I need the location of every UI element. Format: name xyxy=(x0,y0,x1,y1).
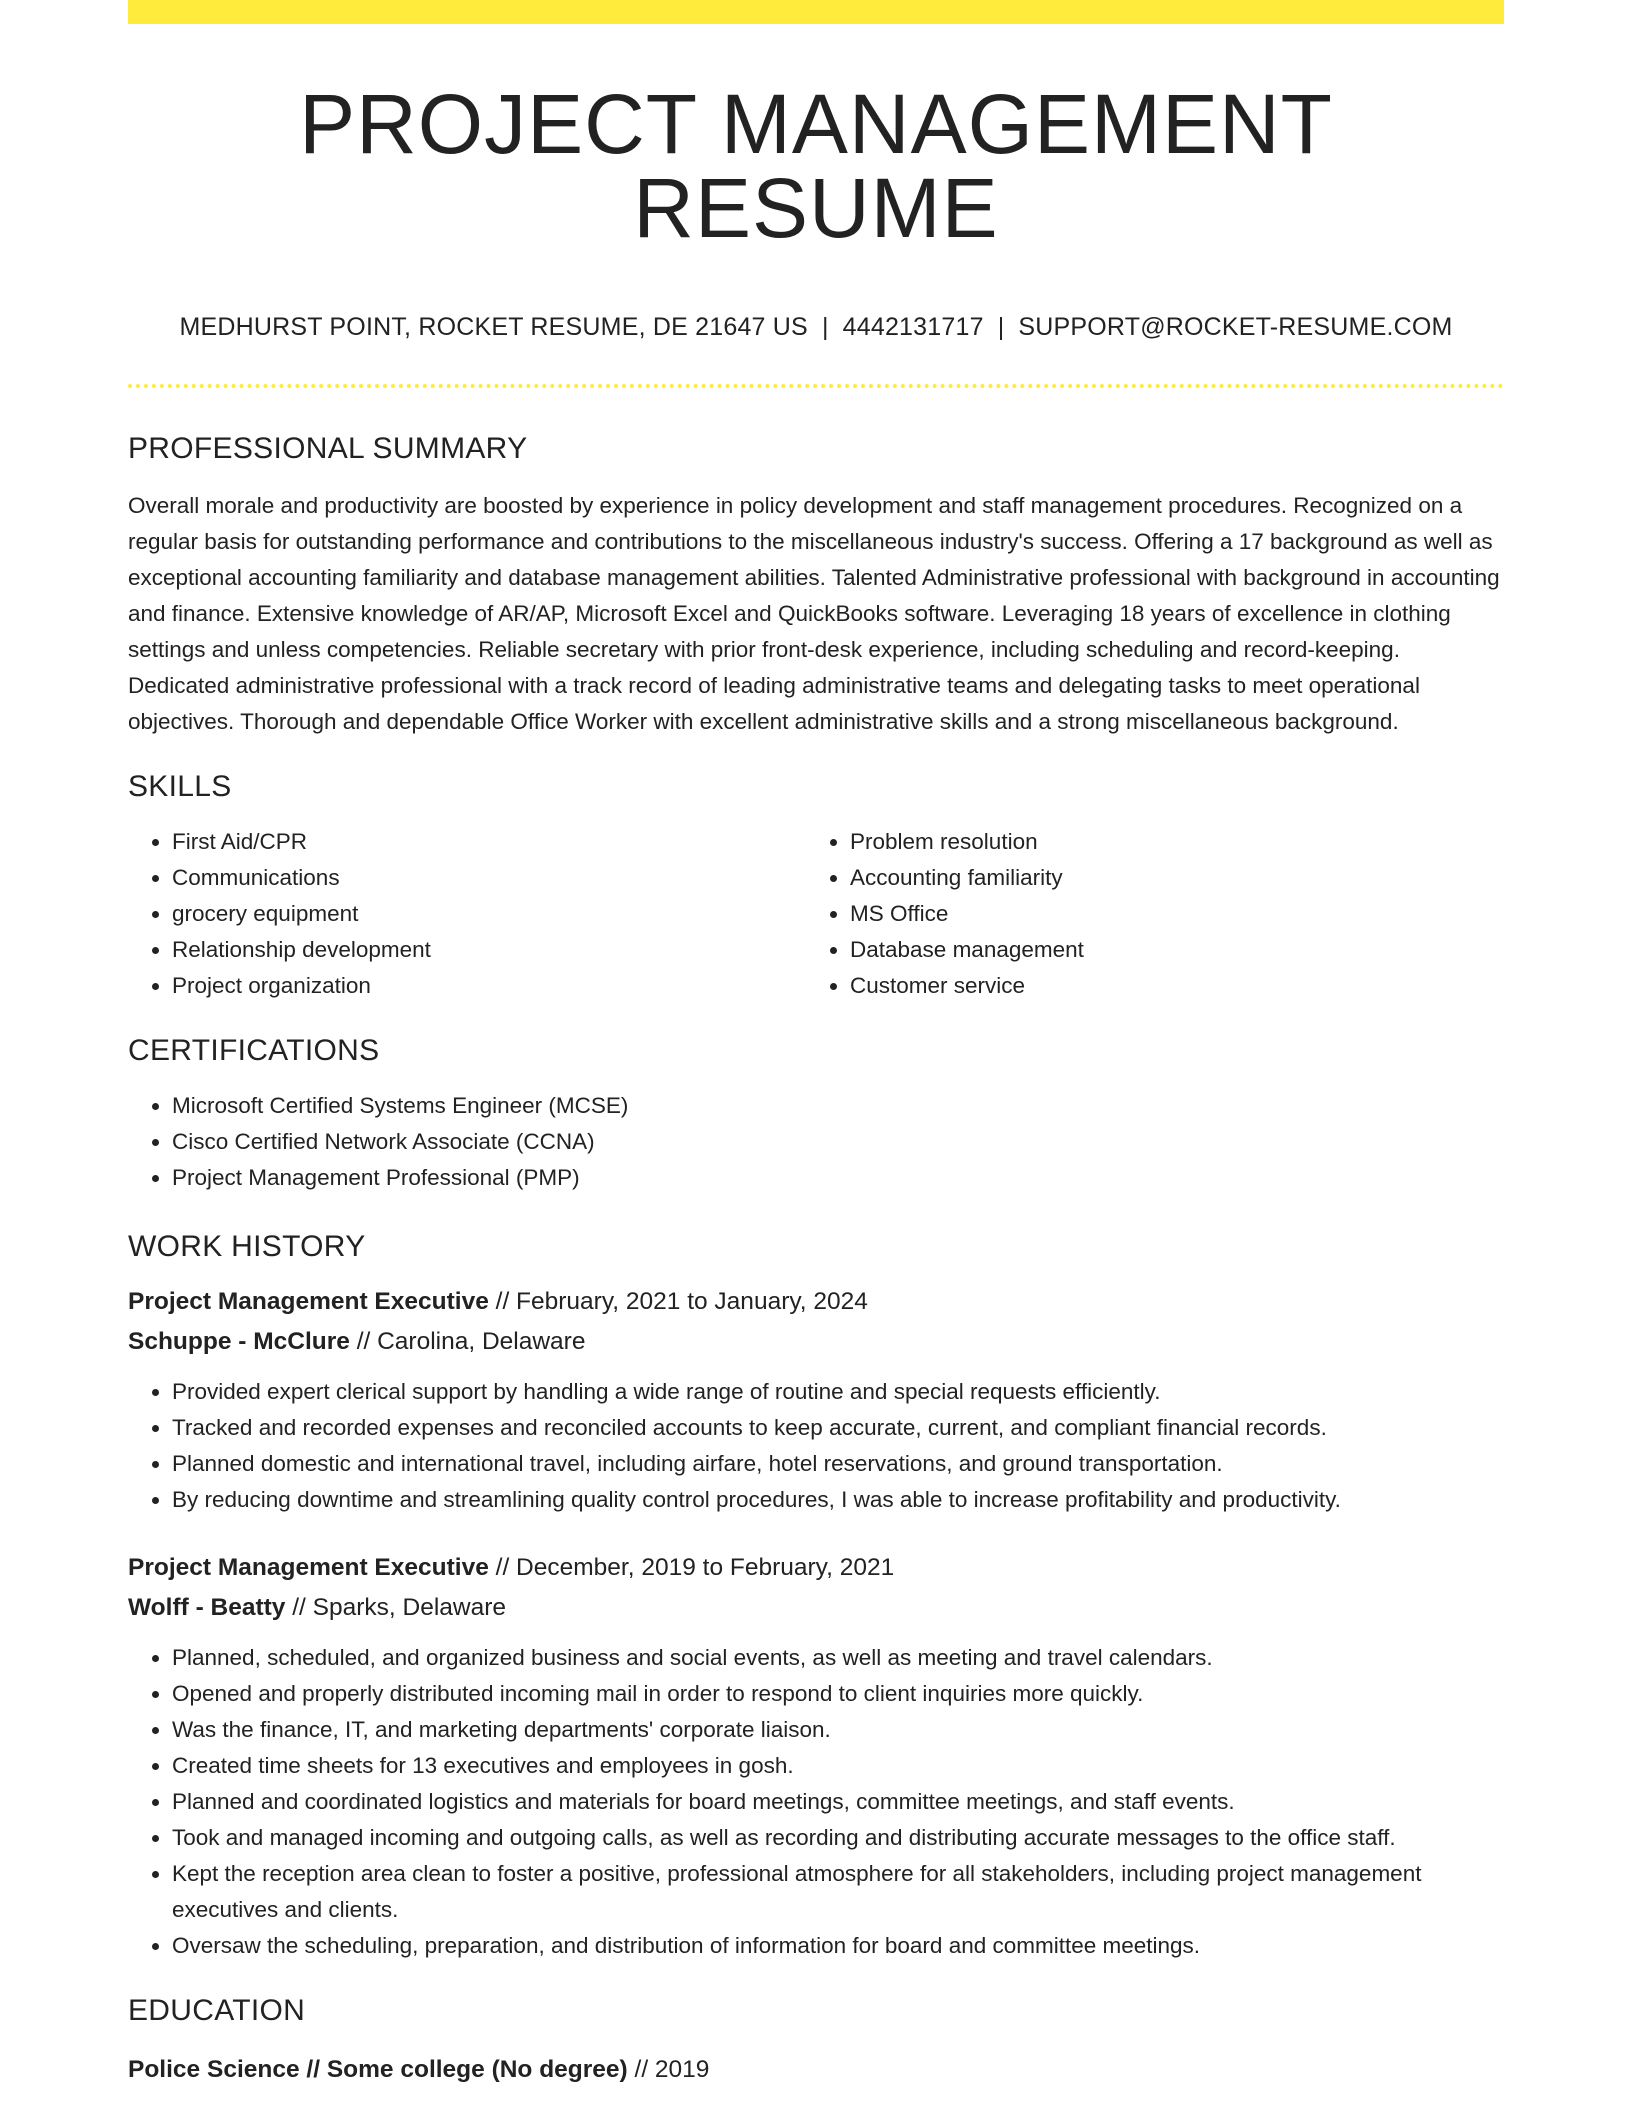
section-title-skills: SKILLS xyxy=(128,770,232,803)
skill-item: • Relationship development xyxy=(172,932,806,968)
job-bullet: • Opened and properly distributed incoming mail in order to respond to client inquiries more quickly. xyxy=(172,1676,1504,1712)
section-title-education: EDUCATION xyxy=(128,1994,306,2027)
job-dates: // December, 2019 to February, 2021 xyxy=(488,1554,895,1581)
job-bullets xyxy=(128,1640,1504,1964)
education-degree: Police Science // Some college (No degree) xyxy=(128,2056,628,2083)
skill-item: • Communications xyxy=(172,860,806,896)
job-dates: // February, 2021 to January, 2024 xyxy=(488,1288,868,1315)
section-title-summary: PROFESSIONAL SUMMARY xyxy=(128,432,528,465)
job-bullet: • Planned, scheduled, and organized business and social events, as well as meeting and travel calendars. xyxy=(172,1640,1504,1676)
section-title-certifications: CERTIFICATIONS xyxy=(128,1034,380,1067)
job-bullets xyxy=(128,1374,1504,1518)
job-role-line xyxy=(128,1548,1504,1588)
job-company-line xyxy=(128,1588,1504,1628)
job-entry xyxy=(128,1282,1504,1518)
education-year: // 2019 xyxy=(627,2056,710,2083)
job-bullet: • Was the finance, IT, and marketing departments' corporate liaison. xyxy=(172,1712,1504,1748)
job-bullet: • Planned and coordinated logistics and materials for board meetings, committee meetings, and staff events. xyxy=(172,1784,1504,1820)
contact-line xyxy=(128,313,1504,342)
job-role: Project Management Executive xyxy=(128,1288,489,1315)
resume-page xyxy=(128,0,1504,2090)
contact-email: SUPPORT@ROCKET-RESUME.COM xyxy=(1018,313,1453,341)
contact-separator: | xyxy=(997,313,1005,341)
skills-column-right xyxy=(806,824,1484,1004)
certification-item: • Cisco Certified Network Associate (CCNA) xyxy=(172,1124,1504,1160)
accent-top-bar xyxy=(128,0,1504,24)
skill-item: • First Aid/CPR xyxy=(172,824,806,860)
skill-item: • MS Office xyxy=(850,896,1484,932)
job-bullet: • Tracked and recorded expenses and reconciled accounts to keep accurate, current, and compliant financial records. xyxy=(172,1410,1504,1446)
job-company: Wolff - Beatty xyxy=(128,1594,286,1621)
contact-separator: | xyxy=(821,313,829,341)
job-bullet: • Planned domestic and international travel, including airfare, hotel reservations, and ground transportation. xyxy=(172,1446,1504,1482)
job-bullet: • Kept the reception area clean to foster a positive, professional atmosphere for all stakeholders, including project management executives and clients. xyxy=(172,1856,1504,1928)
certifications-list xyxy=(128,1088,1504,1196)
job-bullet: • Provided expert clerical support by handling a wide range of routine and special requests efficiently. xyxy=(172,1374,1504,1410)
education-entry xyxy=(128,2050,1504,2090)
skill-item: • Accounting familiarity xyxy=(850,860,1484,896)
summary-text: Overall morale and productivity are boosted by experience in policy development and staff management procedures. Recognized on a regular basis for outstanding performance and contributions to the miscellaneous industry's success. Offering a 17 background as well as exceptional accounting familiarity and database management abilities. Talented Administrative professional with background in accounting and finance. Extensive knowledge of AR/AP, Microsoft Excel and QuickBooks software. Leveraging 18 years of excellence in clothing settings and unless competencies. Reliable secretary with prior front-desk experience, including scheduling and record-keeping. Dedicated administrative professional with a track record of leading administrative teams and delegating tasks to meet operational objectives. Thorough and dependable Office Worker with excellent administrative skills and a strong miscellaneous background. xyxy=(128,493,1500,734)
contact-address: MEDHURST POINT, ROCKET RESUME, DE 21647 US xyxy=(179,313,808,341)
contact-phone: 4442131717 xyxy=(842,313,984,341)
skill-item: • Problem resolution xyxy=(850,824,1484,860)
job-role-line xyxy=(128,1282,1504,1322)
job-role: Project Management Executive xyxy=(128,1554,489,1581)
job-bullet: • Created time sheets for 13 executives and employees in gosh. xyxy=(172,1748,1504,1784)
job-company: Schuppe - McClure xyxy=(128,1328,350,1355)
skills-column-left xyxy=(128,824,806,1004)
job-company-line xyxy=(128,1322,1504,1362)
skill-item: • Project organization xyxy=(172,968,806,1004)
skill-item: • grocery equipment xyxy=(172,896,806,932)
job-bullet: • By reducing downtime and streamlining quality control procedures, I was able to increase profitability and productivity. xyxy=(172,1482,1504,1518)
job-bullet: • Oversaw the scheduling, preparation, and distribution of information for board and committee meetings. xyxy=(172,1928,1504,1964)
skill-item: • Customer service xyxy=(850,968,1484,1004)
skills-grid xyxy=(128,824,1504,1004)
job-bullet: • Took and managed incoming and outgoing calls, as well as recording and distributing accurate messages to the office staff. xyxy=(172,1820,1504,1856)
certification-item: • Project Management Professional (PMP) xyxy=(172,1160,1504,1196)
section-title-work-history: WORK HISTORY xyxy=(128,1230,366,1263)
job-entry xyxy=(128,1548,1504,1964)
certification-item: • Microsoft Certified Systems Engineer (MCSE) xyxy=(172,1088,1504,1124)
job-location: // Sparks, Delaware xyxy=(285,1594,507,1621)
dotted-divider xyxy=(128,384,1504,388)
job-location: // Carolina, Delaware xyxy=(349,1328,586,1355)
resume-title: PROJECT MANAGEMENT RESUME xyxy=(299,77,1333,255)
skill-item: • Database management xyxy=(850,932,1484,968)
